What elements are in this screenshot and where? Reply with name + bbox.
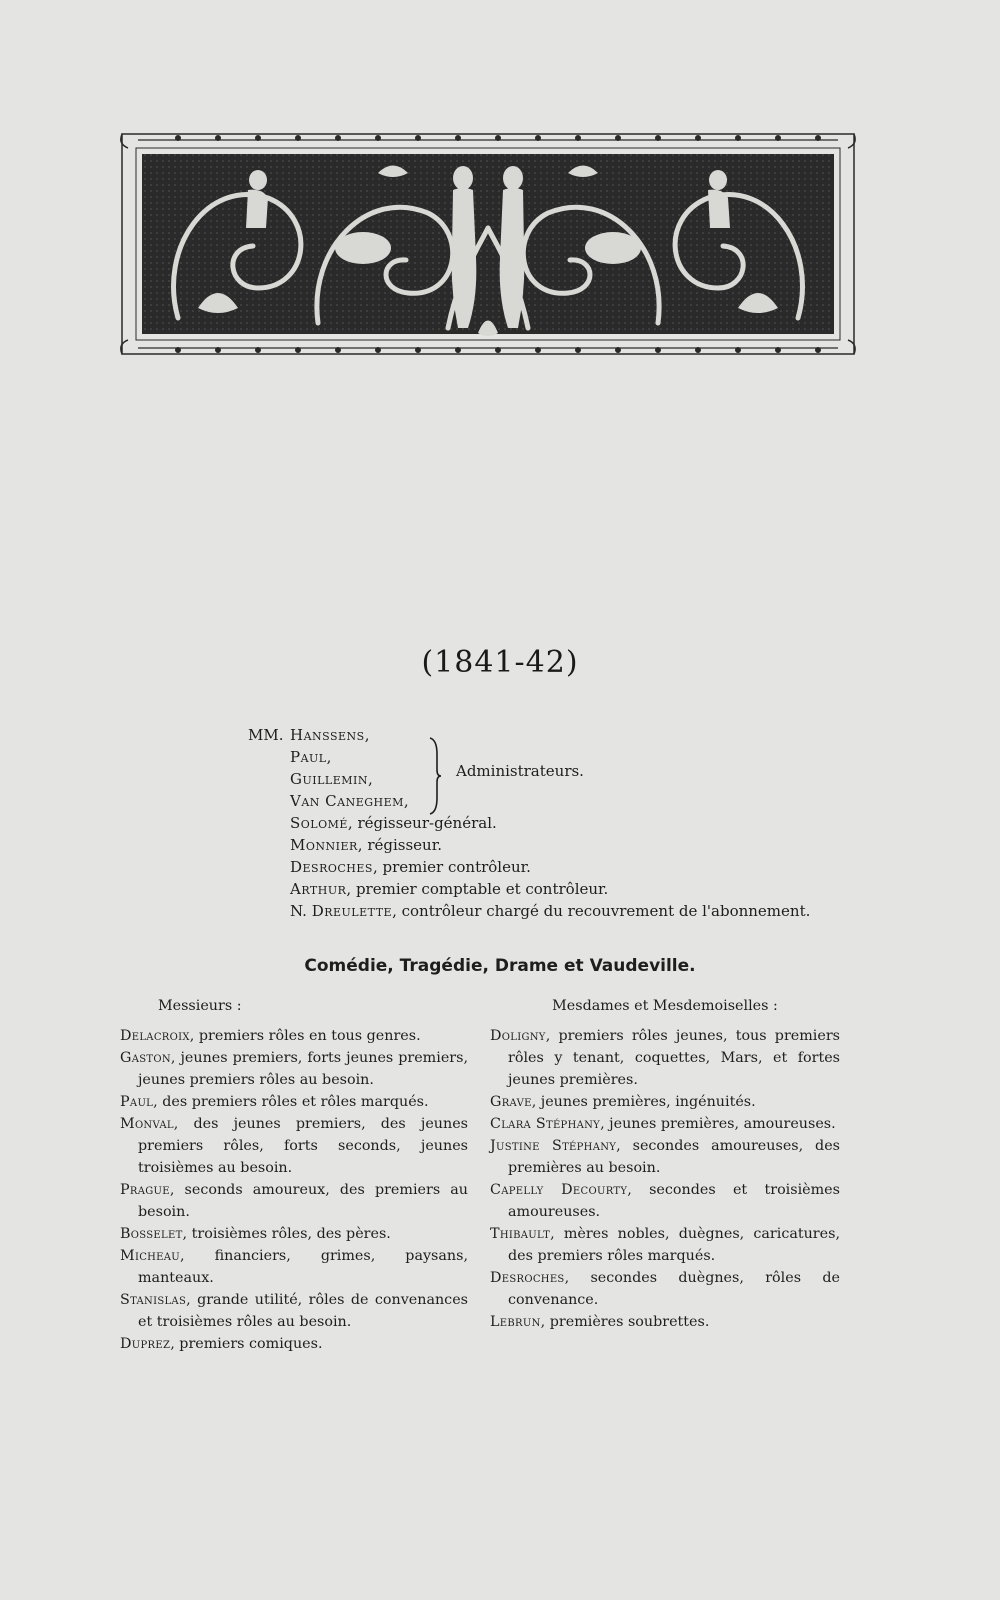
- list-item: Paul, des premiers rôles et rôles marqués.: [120, 1094, 429, 1110]
- staff-name: Arthur: [290, 880, 347, 898]
- staff-line: [248, 812, 810, 834]
- staff-role: , premier contrôleur.: [372, 858, 531, 876]
- staff-role: , premier comptable et contrôleur.: [346, 880, 609, 898]
- men-column: [120, 995, 468, 1355]
- administrator-line: Guillemin,: [290, 770, 373, 788]
- bleed-through: [120, 365, 880, 395]
- ornamental-header-band: [118, 128, 858, 360]
- staff-name: Dreulette: [311, 902, 393, 920]
- title-prefix: MM.: [248, 726, 284, 744]
- staff-role: , régisseur-général.: [347, 814, 497, 832]
- list-item: Lebrun, premières soubrettes.: [490, 1314, 710, 1330]
- list-item: Thibault, mères nobles, duègnes, caricatures, des premiers rôles marqués.: [490, 1226, 840, 1264]
- staff-name: Desroches: [290, 858, 373, 876]
- list-item: Bosselet, troisièmes rôles, des pères.: [120, 1226, 391, 1242]
- staff-line: [248, 878, 810, 900]
- staff-role: , régisseur.: [357, 836, 443, 854]
- women-heading: Mesdames et Mesdemoiselles :: [552, 998, 778, 1014]
- administrators-label: Administrateurs.: [456, 762, 584, 780]
- administrator-name: Guillemin: [290, 770, 368, 788]
- list-item: Duprez, premiers comiques.: [120, 1336, 323, 1352]
- staff-line: [248, 834, 810, 856]
- women-column: [490, 995, 840, 1333]
- list-item: Desroches, secondes duègnes, rôles de convenance.: [490, 1270, 840, 1308]
- list-item: Monval, des jeunes premiers, des jeunes premiers rôles, forts seconds, jeunes troisièmes au besoin.: [120, 1116, 468, 1176]
- staff-prefix: N.: [290, 902, 312, 920]
- season-year-heading: (1841-42): [421, 645, 579, 680]
- list-item: Justine Stéphany, secondes amoureuses, des premières au besoin.: [490, 1138, 841, 1176]
- staff-role: , contrôleur chargé du recouvrement de l'abonnement.: [392, 902, 811, 920]
- administration-block: [248, 724, 810, 922]
- staff-line: [248, 900, 810, 922]
- administrator-name: Van Caneghem: [290, 792, 404, 810]
- list-item: Doligny, premiers rôles jeunes, tous premiers rôles y tenant, coquettes, Mars, et fortes jeunes premières.: [490, 1028, 840, 1088]
- list-item: Gaston, jeunes premiers, forts jeunes premiers, jeunes premiers rôles au besoin.: [120, 1050, 468, 1088]
- men-heading: Messieurs :: [158, 998, 242, 1014]
- administrator-line: Van Caneghem,: [290, 792, 409, 810]
- list-item: Delacroix, premiers rôles en tous genres.: [120, 1028, 421, 1044]
- list-item: Clara Stéphany, jeunes premières, amoureuses.: [490, 1116, 836, 1132]
- administrator-line: Paul,: [290, 748, 332, 766]
- list-item: Prague, seconds amoureux, des premiers au besoin.: [120, 1182, 468, 1220]
- staff-name: Monnier: [290, 836, 358, 854]
- list-item: Grave, jeunes premières, ingénuités.: [490, 1094, 756, 1110]
- administrator-line: MM. Hanssens,: [248, 726, 370, 744]
- staff-line: [248, 856, 810, 878]
- brace-icon: [428, 736, 442, 816]
- administrator-name: Paul: [290, 748, 327, 766]
- list-item: Capelly Decourty, secondes et troisièmes amoureuses.: [490, 1182, 840, 1220]
- staff-name: Solomé: [290, 814, 348, 832]
- list-item: Micheau, financiers, grimes, paysans, manteaux.: [120, 1248, 468, 1286]
- section-title: Comédie, Tragédie, Drame et Vaudeville.: [304, 956, 696, 976]
- administrator-name: Hanssens: [290, 726, 365, 744]
- list-item: Stanislas, grande utilité, rôles de convenances et troisièmes rôles au besoin.: [120, 1292, 468, 1330]
